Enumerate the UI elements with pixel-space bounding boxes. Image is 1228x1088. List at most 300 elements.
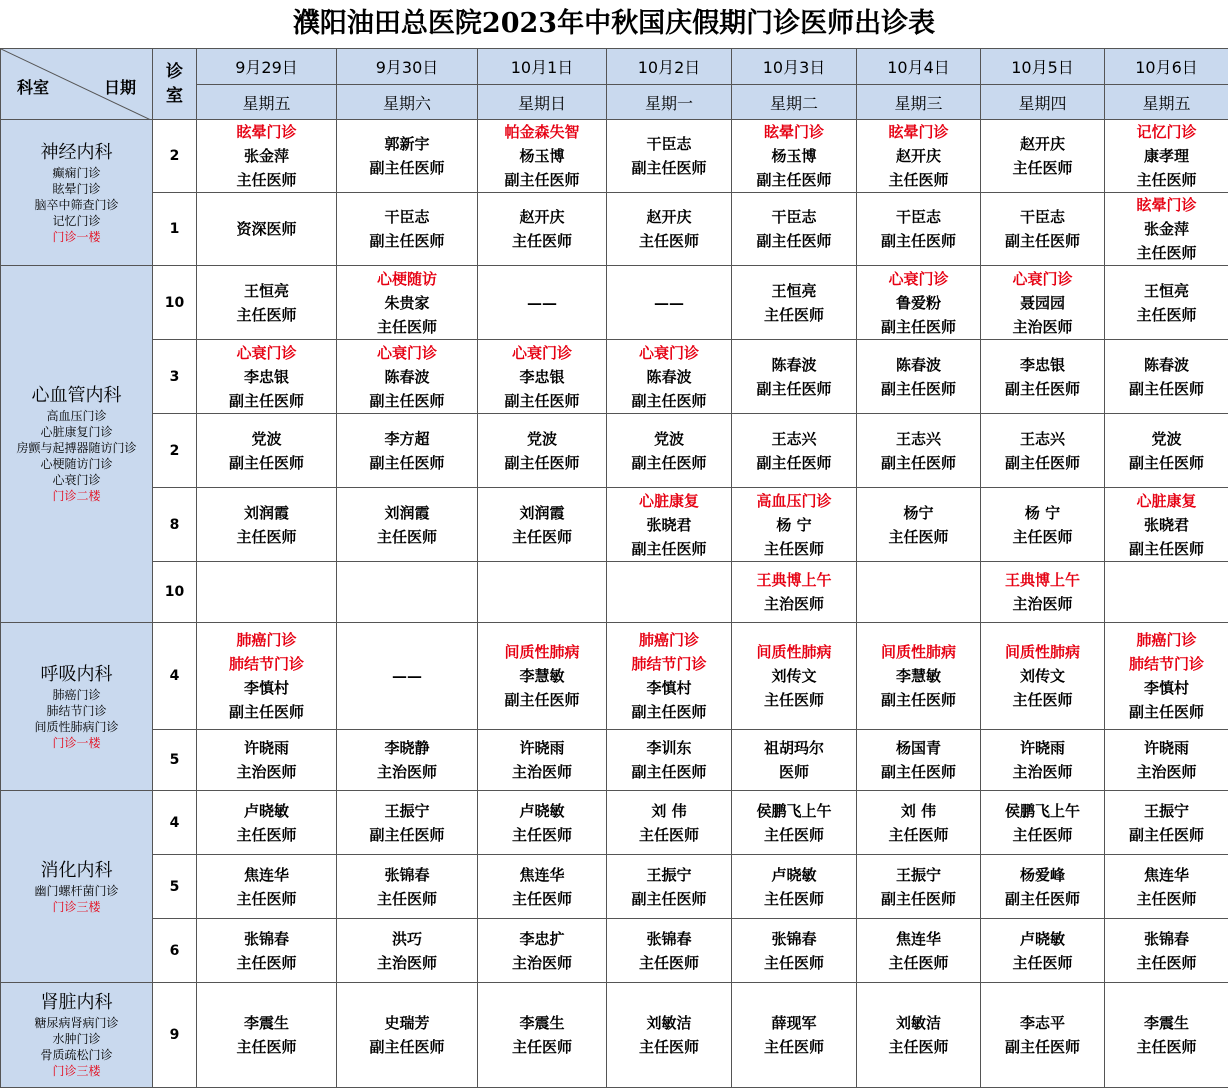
doctor-info: 主治医师 <box>197 760 336 784</box>
doctor-info: 杨宁 <box>857 501 980 525</box>
schedule-cell <box>857 120 981 193</box>
corner-header <box>1 49 153 120</box>
schedule-row <box>1 623 1228 730</box>
doctor-info: 卢晓敏 <box>732 863 856 887</box>
doctor-info: 主治医师 <box>478 760 606 784</box>
doctor-info: 赵开庆 <box>607 205 731 229</box>
clinic-note: 记忆门诊 <box>1105 120 1228 144</box>
doctor-info: 焦连华 <box>1105 863 1228 887</box>
doctor-info: 副主任医师 <box>732 168 856 192</box>
schedule-cell <box>981 193 1105 266</box>
doctor-info: 张锦春 <box>732 927 856 951</box>
doctor-info: 主任医师 <box>607 823 731 847</box>
doctor-info: 主任医师 <box>981 525 1104 549</box>
schedule-cell <box>337 193 478 266</box>
schedule-cell <box>732 562 857 623</box>
date-header: 10月2日 <box>607 49 732 85</box>
doctor-info: 主治医师 <box>981 760 1104 784</box>
schedule-cell <box>981 414 1105 488</box>
doctor-info: 主任医师 <box>732 1035 856 1059</box>
doctor-info: 副主任医师 <box>981 229 1104 253</box>
doctor-info: 副主任医师 <box>857 760 980 784</box>
schedule-cell <box>857 340 981 414</box>
schedule-cell <box>197 266 337 340</box>
doctor-info: 副主任医师 <box>337 1035 477 1059</box>
date-column-label: 日期 <box>104 75 136 98</box>
doctor-info: 主任医师 <box>732 887 856 911</box>
schedule-cell <box>857 193 981 266</box>
doctor-info: 陈春波 <box>857 353 980 377</box>
department-clinic: 癫痫门诊 <box>1 165 152 181</box>
schedule-cell <box>1105 414 1228 488</box>
room-number: 2 <box>153 120 197 193</box>
schedule-cell <box>197 791 337 855</box>
schedule-cell <box>607 983 732 1088</box>
clinic-note: 眩晕门诊 <box>857 120 980 144</box>
doctor-info: 赵开庆 <box>478 205 606 229</box>
department-cell <box>1 983 153 1088</box>
doctor-info: 主任医师 <box>197 168 336 192</box>
doctor-info: 李慧敏 <box>857 664 980 688</box>
doctor-info: 王振宁 <box>337 799 477 823</box>
doctor-info: 副主任医师 <box>607 156 731 180</box>
room-number: 1 <box>153 193 197 266</box>
schedule-cell <box>981 120 1105 193</box>
schedule-cell <box>478 791 607 855</box>
schedule-cell <box>337 414 478 488</box>
doctor-info: 王恒亮 <box>197 279 336 303</box>
schedule-cell <box>197 562 337 623</box>
doctor-info: 副主任医师 <box>337 823 477 847</box>
doctor-info: 王志兴 <box>732 427 856 451</box>
schedule-cell <box>1105 791 1228 855</box>
doctor-info: 副主任医师 <box>732 229 856 253</box>
schedule-cell <box>732 488 857 562</box>
schedule-cell <box>337 266 478 340</box>
clinic-note: 心衰门诊 <box>478 341 606 365</box>
doctor-info: 副主任医师 <box>981 887 1104 911</box>
clinic-note: 心衰门诊 <box>857 267 980 291</box>
department-clinic: 眩晕门诊 <box>1 181 152 197</box>
schedule-row <box>1 919 1228 983</box>
clinic-note: 心脏康复 <box>607 489 731 513</box>
doctor-info: 主任医师 <box>857 168 980 192</box>
doctor-info: 副主任医师 <box>607 700 731 724</box>
schedule-cell <box>478 855 607 919</box>
schedule-cell <box>732 414 857 488</box>
doctor-info: 侯鹏飞上午 <box>732 799 856 823</box>
clinic-note: 肺结节门诊 <box>607 652 731 676</box>
room-number: 3 <box>153 340 197 414</box>
schedule-cell <box>197 623 337 730</box>
doctor-info: 主任医师 <box>981 823 1104 847</box>
doctor-info: 副主任医师 <box>857 451 980 475</box>
doctor-info: 李志平 <box>981 1011 1104 1035</box>
date-header-row <box>1 49 1228 85</box>
doctor-info: 主任医师 <box>478 229 606 253</box>
weekday-header: 星期二 <box>732 85 857 120</box>
doctor-info: 主任医师 <box>1105 241 1228 265</box>
date-header: 10月5日 <box>981 49 1105 85</box>
doctor-info: 卢晓敏 <box>197 799 336 823</box>
doctor-info: 干臣志 <box>732 205 856 229</box>
doctor-info: 主任医师 <box>1105 887 1228 911</box>
doctor-info: 主任医师 <box>1105 303 1228 327</box>
schedule-cell <box>981 983 1105 1088</box>
schedule-cell <box>981 488 1105 562</box>
doctor-info: 党波 <box>1105 427 1228 451</box>
schedule-cell <box>607 266 732 340</box>
schedule-cell <box>607 120 732 193</box>
doctor-info: 许晓雨 <box>197 736 336 760</box>
department-clinic: 房颤与起搏器随访门诊 <box>1 440 152 456</box>
schedule-row <box>1 193 1228 266</box>
room-column-header <box>153 49 197 120</box>
doctor-info: 刘敏洁 <box>857 1011 980 1035</box>
clinic-note: 眩晕门诊 <box>1105 193 1228 217</box>
doctor-info: 张锦春 <box>337 863 477 887</box>
room-number: 4 <box>153 623 197 730</box>
room-number: 2 <box>153 414 197 488</box>
schedule-cell <box>337 488 478 562</box>
schedule-cell <box>732 730 857 791</box>
doctor-info: 干臣志 <box>857 205 980 229</box>
department-clinic: 骨质疏松门诊 <box>1 1047 152 1063</box>
department-clinic: 肺结节门诊 <box>1 703 152 719</box>
doctor-info: 许晓雨 <box>981 736 1104 760</box>
department-name: 肾脏内科 <box>1 991 152 1015</box>
doctor-info: 侯鹏飞上午 <box>981 799 1104 823</box>
clinic-note: 眩晕门诊 <box>197 120 336 144</box>
schedule-cell <box>1105 919 1228 983</box>
doctor-info: 副主任医师 <box>857 688 980 712</box>
schedule-cell <box>1105 623 1228 730</box>
doctor-info: 刘 伟 <box>857 799 980 823</box>
doctor-info: 陈春波 <box>607 365 731 389</box>
date-header: 10月6日 <box>1105 49 1228 85</box>
doctor-info: 主治医师 <box>337 760 477 784</box>
doctor-info: 主任医师 <box>981 156 1104 180</box>
doctor-info: 主任医师 <box>857 951 980 975</box>
doctor-info: 副主任医师 <box>857 887 980 911</box>
weekday-header: 星期三 <box>857 85 981 120</box>
doctor-info: 薛现军 <box>732 1011 856 1035</box>
doctor-info: 陈春波 <box>1105 353 1228 377</box>
weekday-header: 星期六 <box>337 85 478 120</box>
schedule-cell <box>1105 193 1228 266</box>
doctor-info: 陈春波 <box>732 353 856 377</box>
schedule-cell <box>607 919 732 983</box>
doctor-info: 李慎村 <box>607 676 731 700</box>
doctor-info: 主任医师 <box>732 537 856 561</box>
doctor-info: 主任医师 <box>732 823 856 847</box>
doctor-info: 主任医师 <box>478 887 606 911</box>
doctor-info: 郭新宇 <box>337 132 477 156</box>
schedule-cell <box>197 340 337 414</box>
clinic-note: 间质性肺病 <box>981 640 1104 664</box>
schedule-cell <box>478 266 607 340</box>
doctor-info: 张金萍 <box>197 144 336 168</box>
doctor-info: 祖胡玛尔 <box>732 736 856 760</box>
doctor-info: 赵开庆 <box>857 144 980 168</box>
doctor-info: 副主任医师 <box>478 688 606 712</box>
schedule-row <box>1 340 1228 414</box>
schedule-cell <box>607 562 732 623</box>
doctor-info: 主任医师 <box>197 525 336 549</box>
doctor-info: 主治医师 <box>478 951 606 975</box>
doctor-info: 主任医师 <box>337 315 477 339</box>
schedule-cell <box>337 623 478 730</box>
schedule-cell <box>337 730 478 791</box>
doctor-info: 王志兴 <box>857 427 980 451</box>
schedule-cell <box>607 414 732 488</box>
clinic-note: 间质性肺病 <box>732 640 856 664</box>
schedule-cell <box>1105 120 1228 193</box>
schedule-cell <box>197 414 337 488</box>
doctor-info: 焦连华 <box>857 927 980 951</box>
schedule-cell <box>478 120 607 193</box>
schedule-cell <box>857 791 981 855</box>
schedule-cell <box>478 193 607 266</box>
room-number: 10 <box>153 562 197 623</box>
doctor-info: —— <box>337 664 477 688</box>
schedule-cell <box>732 919 857 983</box>
department-location: 门诊三楼 <box>1 899 152 915</box>
doctor-info: 王振宁 <box>607 863 731 887</box>
department-location: 门诊一楼 <box>1 229 152 245</box>
doctor-info: —— <box>478 291 606 315</box>
clinic-note: 王典博上午 <box>732 568 856 592</box>
doctor-info: 副主任医师 <box>607 537 731 561</box>
doctor-info: 李震生 <box>1105 1011 1228 1035</box>
clinic-note: 肺结节门诊 <box>1105 652 1228 676</box>
doctor-info: 李忠扩 <box>478 927 606 951</box>
doctor-info: —— <box>607 291 731 315</box>
department-clinic: 脑卒中筛查门诊 <box>1 197 152 213</box>
room-number: 5 <box>153 855 197 919</box>
doctor-info: 王恒亮 <box>732 279 856 303</box>
doctor-info: 王恒亮 <box>1105 279 1228 303</box>
schedule-cell <box>981 623 1105 730</box>
schedule-cell <box>607 340 732 414</box>
clinic-note: 心脏康复 <box>1105 489 1228 513</box>
clinic-note: 王典博上午 <box>981 568 1104 592</box>
doctor-info: 张锦春 <box>197 927 336 951</box>
doctor-info: 主任医师 <box>197 951 336 975</box>
doctor-info: 副主任医师 <box>337 451 477 475</box>
doctor-info: 主任医师 <box>197 303 336 327</box>
doctor-info: 党波 <box>478 427 606 451</box>
clinic-note: 肺癌门诊 <box>607 628 731 652</box>
doctor-info: 主任医师 <box>1105 951 1228 975</box>
schedule-cell <box>337 855 478 919</box>
doctor-info: 副主任医师 <box>197 700 336 724</box>
weekday-header: 星期一 <box>607 85 732 120</box>
schedule-cell <box>732 120 857 193</box>
schedule-cell <box>337 340 478 414</box>
schedule-row <box>1 120 1228 193</box>
doctor-info: 副主任医师 <box>607 760 731 784</box>
schedule-cell <box>197 193 337 266</box>
clinic-note: 肺癌门诊 <box>197 628 336 652</box>
room-number: 5 <box>153 730 197 791</box>
doctor-info: 李方超 <box>337 427 477 451</box>
doctor-info: 朱贵家 <box>337 291 477 315</box>
doctor-info: 干臣志 <box>981 205 1104 229</box>
department-cell <box>1 791 153 983</box>
doctor-info: 副主任医师 <box>857 229 980 253</box>
doctor-info: 杨 宁 <box>981 501 1104 525</box>
doctor-info: 主治医师 <box>732 592 856 616</box>
schedule-cell <box>197 730 337 791</box>
doctor-info: 张晓君 <box>1105 513 1228 537</box>
schedule-cell <box>732 791 857 855</box>
doctor-info: 副主任医师 <box>1105 700 1228 724</box>
doctor-info: 赵开庆 <box>981 132 1104 156</box>
department-name: 消化内科 <box>1 859 152 883</box>
doctor-info: 医师 <box>732 760 856 784</box>
department-clinic: 心脏康复门诊 <box>1 424 152 440</box>
clinic-note: 帕金森失智 <box>478 120 606 144</box>
doctor-info: 许晓雨 <box>1105 736 1228 760</box>
doctor-info: 史瑞芳 <box>337 1011 477 1035</box>
doctor-info: 副主任医师 <box>607 389 731 413</box>
doctor-info: 副主任医师 <box>732 377 856 401</box>
doctor-info: 杨玉博 <box>478 144 606 168</box>
schedule-cell <box>857 623 981 730</box>
schedule-cell <box>981 730 1105 791</box>
doctor-info: 李忠银 <box>478 365 606 389</box>
clinic-note: 肺结节门诊 <box>197 652 336 676</box>
doctor-info: 王志兴 <box>981 427 1104 451</box>
doctor-info: 资深医师 <box>197 217 336 241</box>
clinic-note: 心梗随访 <box>337 267 477 291</box>
doctor-info: 副主任医师 <box>197 451 336 475</box>
doctor-info: 焦连华 <box>197 863 336 887</box>
department-clinic: 高血压门诊 <box>1 408 152 424</box>
doctor-info: 李晓静 <box>337 736 477 760</box>
department-clinic: 心梗随访门诊 <box>1 456 152 472</box>
doctor-info: 张金萍 <box>1105 217 1228 241</box>
schedule-cell <box>478 623 607 730</box>
doctor-info: 王振宁 <box>1105 799 1228 823</box>
schedule-cell <box>857 983 981 1088</box>
schedule-cell <box>478 919 607 983</box>
doctor-info: 李慧敏 <box>478 664 606 688</box>
schedule-row <box>1 983 1228 1088</box>
doctor-info: 李训东 <box>607 736 731 760</box>
schedule-cell <box>337 919 478 983</box>
schedule-cell <box>478 562 607 623</box>
schedule-cell <box>478 414 607 488</box>
schedule-cell <box>478 983 607 1088</box>
doctor-info: 副主任医师 <box>1105 451 1228 475</box>
schedule-row <box>1 266 1228 340</box>
schedule-cell <box>857 414 981 488</box>
doctor-info: 主任医师 <box>197 823 336 847</box>
doctor-info: 李忠银 <box>197 365 336 389</box>
schedule-cell <box>981 791 1105 855</box>
doctor-info: 卢晓敏 <box>981 927 1104 951</box>
doctor-info: 聂园园 <box>981 291 1104 315</box>
doctor-info: 李震生 <box>478 1011 606 1035</box>
doctor-info: 卢晓敏 <box>478 799 606 823</box>
doctor-info: 刘传文 <box>981 664 1104 688</box>
doctor-info: 主任医师 <box>732 688 856 712</box>
schedule-cell <box>337 120 478 193</box>
clinic-note: 间质性肺病 <box>478 640 606 664</box>
doctor-info: 副主任医师 <box>857 315 980 339</box>
doctor-info: 主任医师 <box>857 823 980 847</box>
schedule-cell <box>478 488 607 562</box>
doctor-info: 主任医师 <box>197 887 336 911</box>
dept-column-label: 科室 <box>17 75 49 98</box>
clinic-note: 心衰门诊 <box>607 341 731 365</box>
clinic-note: 肺癌门诊 <box>1105 628 1228 652</box>
clinic-note: 高血压门诊 <box>732 489 856 513</box>
room-number: 10 <box>153 266 197 340</box>
doctor-info: 李慎村 <box>197 676 336 700</box>
doctor-info: 干臣志 <box>337 205 477 229</box>
department-location: 门诊二楼 <box>1 488 152 504</box>
weekday-header: 星期日 <box>478 85 607 120</box>
schedule-cell <box>857 855 981 919</box>
clinic-note: 心衰门诊 <box>197 341 336 365</box>
schedule-cell <box>337 791 478 855</box>
doctor-info: 焦连华 <box>478 863 606 887</box>
doctor-info: 杨爱峰 <box>981 863 1104 887</box>
doctor-info: 副主任医师 <box>1105 537 1228 561</box>
schedule-cell <box>1105 855 1228 919</box>
doctor-info: 刘润霞 <box>478 501 606 525</box>
department-clinic: 记忆门诊 <box>1 213 152 229</box>
doctor-info: 陈春波 <box>337 365 477 389</box>
doctor-info: 主任医师 <box>981 951 1104 975</box>
department-clinic: 间质性肺病门诊 <box>1 719 152 735</box>
date-header: 9月29日 <box>197 49 337 85</box>
doctor-info: 刘润霞 <box>197 501 336 525</box>
date-header: 9月30日 <box>337 49 478 85</box>
schedule-cell <box>607 488 732 562</box>
doctor-info: 杨国青 <box>857 736 980 760</box>
department-location: 门诊三楼 <box>1 1063 152 1079</box>
schedule-cell <box>1105 340 1228 414</box>
doctor-info: 刘润霞 <box>337 501 477 525</box>
doctor-info: 副主任医师 <box>981 1035 1104 1059</box>
schedule-cell <box>857 266 981 340</box>
schedule-cell <box>732 340 857 414</box>
schedule-cell <box>197 919 337 983</box>
schedule-cell <box>732 983 857 1088</box>
doctor-info: 主任医师 <box>1105 168 1228 192</box>
schedule-cell <box>607 623 732 730</box>
schedule-cell <box>1105 983 1228 1088</box>
doctor-info: 洪巧 <box>337 927 477 951</box>
schedule-row <box>1 414 1228 488</box>
schedule-cell <box>981 266 1105 340</box>
doctor-info: 副主任医师 <box>607 451 731 475</box>
doctor-info: 主治医师 <box>981 592 1104 616</box>
doctor-info: 主任医师 <box>732 951 856 975</box>
doctor-info: 主任医师 <box>478 525 606 549</box>
doctor-info: 副主任医师 <box>478 451 606 475</box>
schedule-cell <box>607 855 732 919</box>
schedule-cell <box>857 730 981 791</box>
doctor-info: 主任医师 <box>478 823 606 847</box>
doctor-info: 副主任医师 <box>981 451 1104 475</box>
schedule-cell <box>478 730 607 791</box>
schedule-cell <box>732 266 857 340</box>
